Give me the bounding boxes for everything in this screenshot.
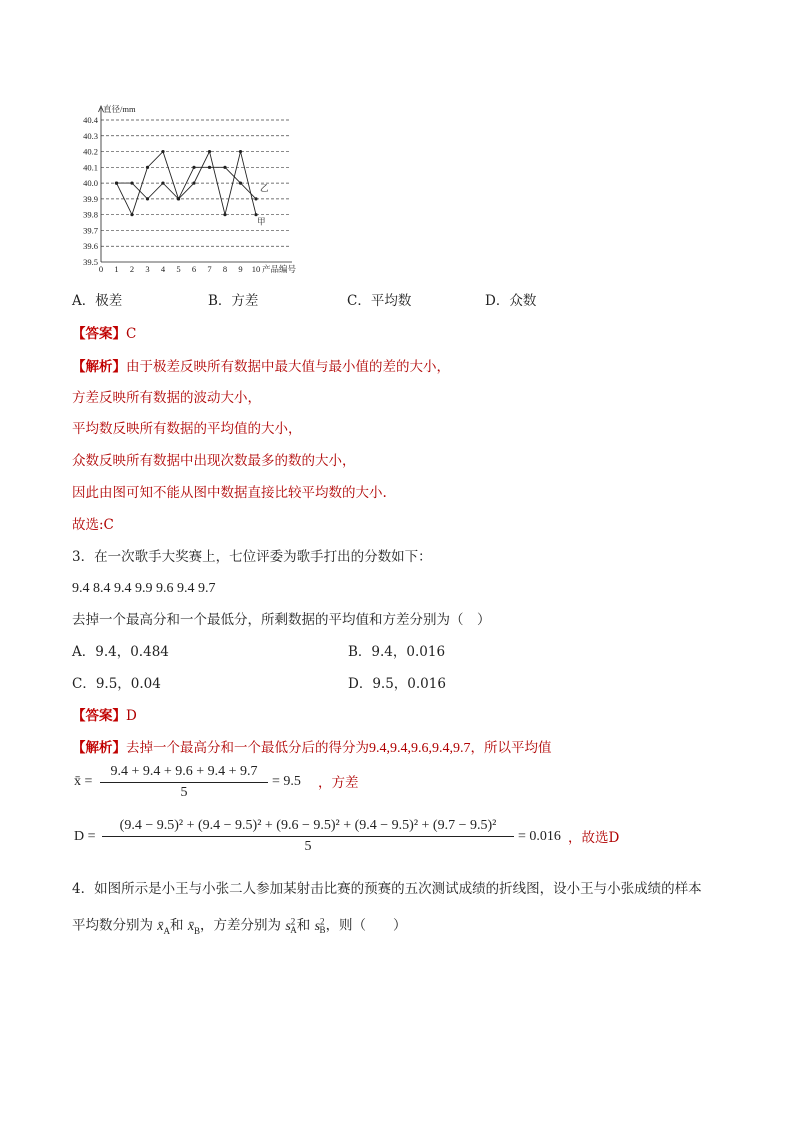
x-tick-label: 6 bbox=[191, 264, 197, 274]
data-point bbox=[161, 182, 164, 185]
y-tick-label: 39.8 bbox=[83, 209, 98, 220]
q2-conclusion: 故选:C bbox=[72, 517, 114, 533]
q3-scores: 9.4 8.4 9.4 9.9 9.6 9.4 9.7 bbox=[72, 581, 216, 596]
mean-a-symbol: $x̄_A$ bbox=[157, 918, 171, 936]
answer-tag: 【答案】 bbox=[72, 708, 126, 724]
y-tick-label: 39.9 bbox=[83, 193, 98, 204]
data-point bbox=[223, 166, 226, 169]
mean-tail: ，方差 bbox=[318, 775, 359, 791]
data-point bbox=[161, 150, 164, 153]
variance-lhs: D = bbox=[74, 829, 96, 844]
x-tick-label: 7 bbox=[207, 264, 212, 274]
q2-analysis-line-1 bbox=[72, 358, 450, 376]
answer-value: D bbox=[126, 708, 137, 724]
data-point bbox=[239, 182, 242, 185]
analysis-text: 由于极差反映所有数据中最大值与最小值的差的大小， bbox=[126, 359, 450, 375]
q4-line-1: 4．如图所示是小王与小张二人参加某射击比赛的预赛的五次测试成绩的折线图，设小王与小张成绩的样本 bbox=[72, 881, 702, 897]
q3-option-b: B．9.4，0.016 bbox=[348, 644, 446, 660]
q2-analysis-line-5: 因此由图可知不能从图中数据直接比较平均数的大小. bbox=[72, 485, 387, 501]
q3-option-c: C．9.5，0.04 bbox=[72, 676, 161, 692]
mean-numerator: 9.4 + 9.4 + 9.6 + 9.4 + 9.7 bbox=[110, 764, 258, 779]
data-point bbox=[208, 150, 211, 153]
variance-b-symbol: $s^2_B$ bbox=[314, 916, 326, 936]
data-point bbox=[146, 166, 149, 169]
data-point bbox=[239, 150, 242, 153]
mean-lhs: x̄ = bbox=[74, 774, 93, 789]
y-tick-label: 40.2 bbox=[83, 146, 98, 157]
q4-text-b: ，方差分别为 bbox=[200, 917, 282, 934]
y-tick-label: 40.0 bbox=[83, 178, 98, 189]
variance-tail bbox=[568, 829, 619, 847]
q4-text-a: 平均数分别为 bbox=[72, 917, 153, 934]
data-point bbox=[223, 213, 226, 216]
fraction-bar bbox=[100, 782, 268, 783]
x-axis-title: 产品编号 bbox=[262, 264, 297, 274]
y-axis-title: 直径/mm bbox=[103, 104, 136, 114]
q2-analysis-line-3: 平均数反映所有数据的平均值的大小， bbox=[72, 421, 302, 437]
q4-line-2 bbox=[72, 912, 407, 939]
x-tick-label: 4 bbox=[160, 264, 166, 274]
q3-answer bbox=[72, 707, 137, 725]
q2-analysis-line-4: 众数反映所有数据中出现次数最多的数的大小， bbox=[72, 453, 356, 469]
analysis-scores: 9.4,9.4,9.6,9.4,9.7 bbox=[369, 741, 471, 756]
series-label-yi: 乙 bbox=[260, 183, 269, 193]
q3-option-a: A．9.4，0.484 bbox=[72, 644, 169, 660]
q2-option-b: B．方差 bbox=[208, 293, 259, 309]
answer-tag: 【答案】 bbox=[72, 326, 126, 342]
data-point bbox=[177, 197, 180, 200]
data-point bbox=[130, 213, 133, 216]
y-tick-label: 40.3 bbox=[83, 130, 98, 141]
mean-b-symbol: $x̄_B$ bbox=[187, 918, 201, 936]
x-tick-label: 8 bbox=[222, 264, 228, 274]
q3-question: 去掉一个最高分和一个最低分，所剩数据的平均值和方差分别为（ ） bbox=[72, 612, 491, 628]
x-tick-label: 9 bbox=[238, 264, 243, 274]
x-tick-label: 10 bbox=[251, 264, 261, 274]
data-point bbox=[130, 182, 133, 185]
q2-option-c: C．平均数 bbox=[347, 293, 412, 309]
variance-numerator: (9.4 − 9.5)² + (9.4 − 9.5)² + (9.6 − 9.5)² + (9.4 − 9.5)² + (9.7 − 9.5)² bbox=[119, 818, 497, 833]
series-label-jia: 甲 bbox=[257, 216, 266, 227]
variance-a-symbol: $s^2_A$ bbox=[285, 916, 297, 936]
answer-value: C bbox=[126, 326, 137, 342]
q3-analysis-line-1 bbox=[72, 739, 552, 758]
analysis-text: 去掉一个最高分和一个最低分后的得分为 bbox=[126, 740, 369, 756]
q3-option-d: D．9.5，0.016 bbox=[348, 676, 446, 692]
q4-and-1: 和 bbox=[170, 917, 184, 934]
q2-option-a: A．极差 bbox=[72, 293, 123, 309]
q4-text-c: ，则（ ） bbox=[325, 917, 407, 934]
mean-denominator: 5 bbox=[180, 785, 188, 800]
y-tick-label: 39.5 bbox=[83, 257, 98, 267]
y-tick-label: 39.7 bbox=[83, 225, 98, 236]
x-tick-label: 1 bbox=[114, 264, 119, 274]
variance-tail-text: ，故选 bbox=[568, 830, 609, 846]
y-tick-label: 39.6 bbox=[83, 241, 98, 252]
q2-answer bbox=[72, 325, 136, 343]
variance-tail-answer: D bbox=[608, 830, 620, 846]
x-tick-label: 3 bbox=[145, 264, 150, 274]
x-tick-label: 5 bbox=[176, 264, 181, 274]
data-point bbox=[192, 182, 195, 185]
analysis-tag: 【解析】 bbox=[72, 359, 126, 375]
y-tick-label: 40.4 bbox=[83, 115, 98, 125]
analysis-text-2: ，所以平均值 bbox=[470, 740, 552, 756]
variance-fraction bbox=[102, 818, 514, 855]
x-tick-label: 0 bbox=[98, 264, 104, 274]
q2-option-d: D．众数 bbox=[485, 293, 537, 309]
q2-analysis-line-2: 方差反映所有数据的波动大小， bbox=[72, 390, 261, 406]
y-tick-label: 40.1 bbox=[83, 162, 98, 173]
x-tick-label: 2 bbox=[129, 264, 135, 274]
data-point bbox=[146, 197, 149, 200]
data-point bbox=[208, 166, 211, 169]
data-point bbox=[254, 197, 257, 200]
diameter-line-chart bbox=[70, 100, 330, 280]
analysis-tag: 【解析】 bbox=[72, 740, 126, 756]
fraction-bar bbox=[102, 836, 514, 837]
mean-rhs: = 9.5 bbox=[272, 774, 301, 789]
q3-stem: 3．在一次歌手大奖赛上，七位评委为歌手打出的分数如下： bbox=[72, 549, 432, 565]
q4-and-2: 和 bbox=[296, 917, 311, 934]
data-point bbox=[192, 166, 195, 169]
variance-denominator: 5 bbox=[304, 839, 312, 854]
variance-rhs: = 0.016 bbox=[518, 829, 561, 844]
data-point bbox=[115, 182, 118, 185]
mean-fraction bbox=[100, 764, 268, 801]
